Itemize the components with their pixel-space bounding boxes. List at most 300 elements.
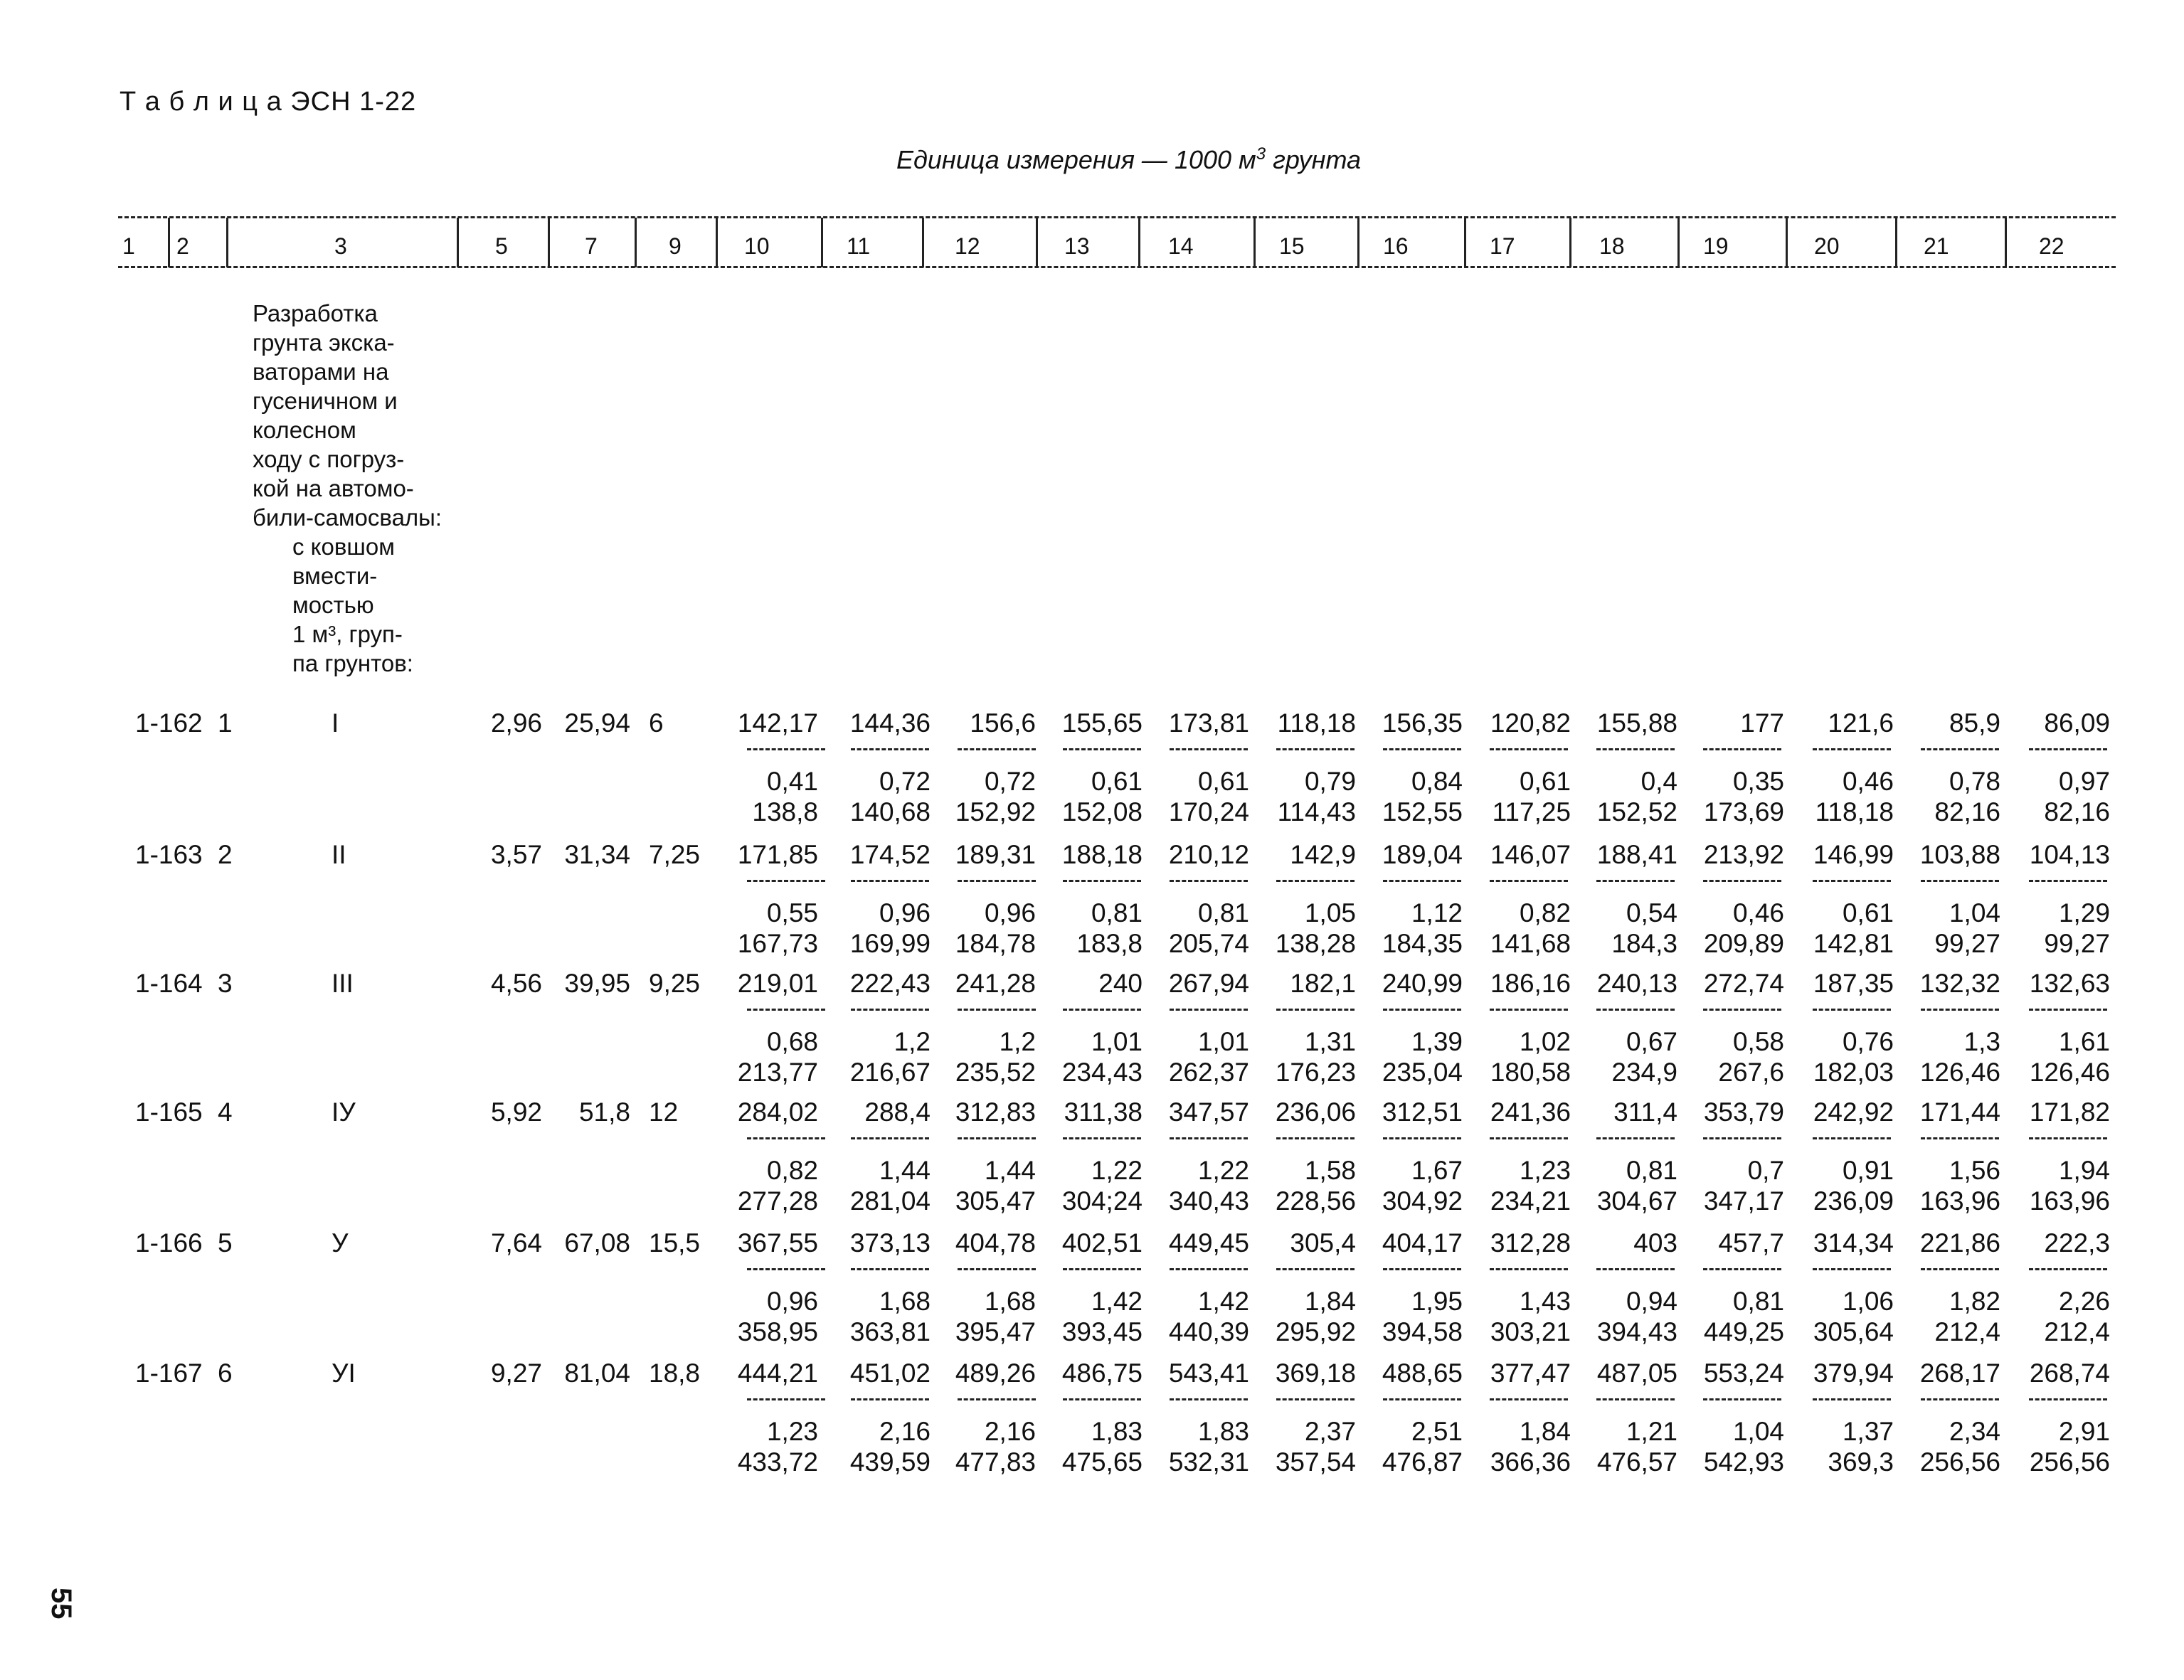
value-middle: 0,78 <box>1949 767 2000 796</box>
unit-superscript: 3 <box>1256 144 1266 164</box>
value-middle: 1,37 <box>1842 1417 1894 1446</box>
fraction-line <box>1813 1268 1891 1270</box>
value-middle: 1,94 <box>2058 1156 2110 1185</box>
value-top: 553,24 <box>1703 1359 1784 1388</box>
value-bottom: 183,8 <box>1076 929 1143 958</box>
value-middle: 0,54 <box>1626 898 1677 927</box>
value-top: 120,82 <box>1490 708 1571 738</box>
fraction-line <box>1063 1268 1141 1270</box>
description-line: кой на автомо- <box>253 475 414 501</box>
value-bottom: 295,92 <box>1275 1317 1356 1346</box>
value-bottom: 304,92 <box>1382 1186 1463 1216</box>
value-middle: 1,01 <box>1091 1027 1143 1056</box>
value-top: 103,88 <box>1919 840 2000 869</box>
value-middle: 0,96 <box>984 898 1036 927</box>
fraction-line <box>1490 1268 1568 1270</box>
value-bottom: 395,47 <box>955 1317 1036 1346</box>
value-col-5: 4,56 <box>490 969 542 998</box>
fraction-line <box>2029 1398 2107 1400</box>
value-top: 155,65 <box>1061 708 1143 738</box>
value-middle: 2,51 <box>1411 1417 1463 1446</box>
fraction-line <box>958 748 1036 750</box>
value-middle: 0,61 <box>1842 898 1894 927</box>
value-middle: 0,91 <box>1842 1156 1894 1185</box>
value-middle: 1,2 <box>894 1027 931 1056</box>
value-top: 155,88 <box>1596 708 1677 738</box>
value-col-7: 31,34 <box>564 840 630 869</box>
header-col-5: 5 <box>495 233 508 259</box>
fraction-line <box>747 748 825 750</box>
value-top: 173,81 <box>1168 708 1249 738</box>
value-bottom: 262,37 <box>1168 1058 1249 1087</box>
value-middle: 1,67 <box>1411 1156 1463 1185</box>
fraction-line <box>1383 748 1461 750</box>
value-top: 488,65 <box>1382 1359 1463 1388</box>
value-bottom: 169,99 <box>849 929 931 958</box>
fraction-line <box>1596 1009 1675 1011</box>
value-top: 240,99 <box>1382 969 1463 998</box>
value-col-5: 7,64 <box>490 1228 542 1258</box>
header-col-11: 11 <box>847 233 871 259</box>
fraction-line <box>1596 1268 1675 1270</box>
value-col-9: 12 <box>649 1097 679 1127</box>
value-col-5: 9,27 <box>490 1359 542 1388</box>
value-middle: 1,68 <box>984 1287 1036 1316</box>
value-top: 142,17 <box>737 708 818 738</box>
header-separator <box>1569 218 1571 267</box>
fraction-line <box>747 1009 825 1011</box>
header-col-7: 7 <box>585 233 598 259</box>
fraction-line <box>1490 1137 1568 1139</box>
fraction-line <box>2029 1268 2107 1270</box>
value-top: 171,82 <box>2029 1097 2110 1127</box>
value-top: 146,99 <box>1813 840 1894 869</box>
row-code: 1-163 <box>135 840 203 869</box>
description-line: ваторами на <box>253 358 389 385</box>
value-middle: 0,94 <box>1626 1287 1677 1316</box>
value-top: 174,52 <box>849 840 931 869</box>
header-separator <box>1895 218 1897 267</box>
value-bottom: 256,56 <box>1919 1447 2000 1477</box>
value-bottom: 82,16 <box>1934 797 2000 826</box>
fraction-line <box>1063 1137 1141 1139</box>
description-line: па грунтов: <box>292 650 413 676</box>
value-top: 457,7 <box>1718 1228 1784 1258</box>
fraction-line <box>1813 880 1891 882</box>
value-top: 177 <box>1740 708 1784 738</box>
value-top: 241,36 <box>1490 1097 1571 1127</box>
soil-group: УI <box>332 1359 356 1388</box>
value-col-7: 51,8 <box>578 1097 630 1127</box>
value-middle: 0,61 <box>1519 767 1571 796</box>
value-middle: 0,68 <box>766 1027 818 1056</box>
value-middle: 1,58 <box>1304 1156 1356 1185</box>
fraction-line <box>1703 880 1781 882</box>
header-separator <box>548 218 550 267</box>
value-middle: 0,55 <box>766 898 818 927</box>
value-bottom: 99,27 <box>1934 929 2000 958</box>
fraction-line <box>2029 1009 2107 1011</box>
value-bottom: 205,74 <box>1168 929 1249 958</box>
value-col-9: 18,8 <box>649 1359 701 1388</box>
value-bottom: 138,8 <box>752 797 818 826</box>
value-top: 314,34 <box>1813 1228 1894 1258</box>
fraction-line <box>958 1398 1036 1400</box>
value-middle: 1,29 <box>2058 898 2110 927</box>
value-bottom: 82,16 <box>2044 797 2110 826</box>
value-bottom: 138,28 <box>1275 929 1356 958</box>
fraction-line <box>1063 1009 1141 1011</box>
value-middle: 2,16 <box>984 1417 1036 1446</box>
value-top: 240 <box>1098 969 1143 998</box>
value-bottom: 176,23 <box>1275 1058 1356 1087</box>
row-code: 1-164 <box>135 969 203 998</box>
header-separator <box>716 218 718 267</box>
value-top: 404,78 <box>955 1228 1036 1258</box>
value-top: 373,13 <box>849 1228 931 1258</box>
value-top: 188,41 <box>1596 840 1677 869</box>
value-middle: 1,68 <box>879 1287 931 1316</box>
header-separator <box>1036 218 1038 267</box>
value-middle: 0,79 <box>1304 767 1356 796</box>
header-separator <box>1357 218 1359 267</box>
fraction-line <box>1703 1398 1781 1400</box>
value-middle: 1,06 <box>1842 1287 1894 1316</box>
value-middle: 1,04 <box>1949 898 2000 927</box>
value-top: 305,4 <box>1290 1228 1356 1258</box>
unit-prefix: Единица измерения — 1000 м <box>896 145 1256 174</box>
fraction-line <box>1921 748 1999 750</box>
value-top: 222,43 <box>849 969 931 998</box>
fraction-line <box>1703 748 1781 750</box>
value-top: 171,44 <box>1919 1097 2000 1127</box>
fraction-line <box>747 1398 825 1400</box>
value-top: 213,92 <box>1703 840 1784 869</box>
value-col-9: 7,25 <box>649 840 701 869</box>
header-separator <box>635 218 637 267</box>
header-col-12: 12 <box>955 233 980 259</box>
fraction-line <box>1921 1398 1999 1400</box>
row-number: 6 <box>218 1359 233 1388</box>
value-bottom: 99,27 <box>2044 929 2110 958</box>
value-middle: 1,05 <box>1304 898 1356 927</box>
value-top: 487,05 <box>1596 1359 1677 1388</box>
value-middle: 0,81 <box>1091 898 1143 927</box>
description-line: вмести- <box>292 563 378 589</box>
description-line: 1 м³, груп- <box>292 621 403 647</box>
value-middle: 1,12 <box>1411 898 1463 927</box>
value-bottom: 235,04 <box>1382 1058 1463 1087</box>
value-top: 311,38 <box>1064 1097 1143 1127</box>
value-bottom: 357,54 <box>1275 1447 1356 1477</box>
row-code: 1-162 <box>135 708 203 738</box>
fraction-line <box>1276 1398 1355 1400</box>
value-top: 144,36 <box>849 708 931 738</box>
value-top: 272,74 <box>1703 969 1784 998</box>
value-bottom: 433,72 <box>737 1447 818 1477</box>
fraction-line <box>2029 1137 2107 1139</box>
value-middle: 2,34 <box>1949 1417 2000 1446</box>
value-bottom: 532,31 <box>1168 1447 1249 1477</box>
value-top: 451,02 <box>849 1359 931 1388</box>
value-middle: 0,97 <box>2058 767 2110 796</box>
value-middle: 0,61 <box>1197 767 1249 796</box>
value-bottom: 393,45 <box>1061 1317 1143 1346</box>
description-line: гусеничном и <box>253 388 398 414</box>
fraction-line <box>1596 748 1675 750</box>
header-col-10: 10 <box>744 233 770 259</box>
value-top: 402,51 <box>1061 1228 1143 1258</box>
value-top: 369,18 <box>1275 1359 1356 1388</box>
value-top: 312,51 <box>1382 1097 1463 1127</box>
header-separator <box>1464 218 1466 267</box>
row-description <box>253 299 442 678</box>
value-top: 284,02 <box>737 1097 818 1127</box>
value-top: 268,74 <box>2029 1359 2110 1388</box>
value-bottom: 184,78 <box>955 929 1036 958</box>
value-middle: 1,42 <box>1197 1287 1249 1316</box>
fraction-line <box>1490 1398 1568 1400</box>
value-bottom: 167,73 <box>737 929 818 958</box>
fraction-line <box>1703 1268 1781 1270</box>
value-col-9: 9,25 <box>649 969 701 998</box>
value-middle: 1,22 <box>1091 1156 1143 1185</box>
description-line: с ковшом <box>292 533 395 560</box>
fraction-line <box>958 1137 1036 1139</box>
soil-group: III <box>332 969 354 998</box>
value-middle: 1,42 <box>1091 1287 1143 1316</box>
header-separator <box>922 218 924 267</box>
fraction-line <box>1063 880 1141 882</box>
value-bottom: 182,03 <box>1813 1058 1894 1087</box>
fraction-line <box>1383 1268 1461 1270</box>
fraction-line <box>1170 1268 1248 1270</box>
fraction-line <box>958 1268 1036 1270</box>
value-top: 189,31 <box>955 840 1036 869</box>
value-bottom: 476,57 <box>1596 1447 1677 1477</box>
value-col-9: 6 <box>649 708 664 738</box>
value-middle: 1,61 <box>2058 1027 2110 1056</box>
value-top: 86,09 <box>2044 708 2110 738</box>
row-number: 4 <box>218 1097 233 1127</box>
value-bottom: 281,04 <box>849 1186 931 1216</box>
fraction-line <box>1813 748 1891 750</box>
value-top: 121,6 <box>1828 708 1894 738</box>
row-code: 1-166 <box>135 1228 203 1258</box>
unit-suffix: грунта <box>1266 145 1362 174</box>
header-col-2: 2 <box>176 233 189 259</box>
value-col-7: 67,08 <box>564 1228 630 1258</box>
value-top: 367,55 <box>737 1228 818 1258</box>
fraction-line <box>1596 880 1675 882</box>
header-separator <box>1786 218 1788 267</box>
value-top: 132,32 <box>1919 969 2000 998</box>
value-col-5: 5,92 <box>490 1097 542 1127</box>
value-bottom: 303,21 <box>1490 1317 1571 1346</box>
value-middle: 0,76 <box>1842 1027 1894 1056</box>
value-bottom: 118,18 <box>1815 797 1894 826</box>
value-middle: 1,23 <box>766 1417 818 1446</box>
fraction-line <box>1703 1009 1781 1011</box>
value-middle: 2,91 <box>2058 1417 2110 1446</box>
fraction-line <box>1170 1137 1248 1139</box>
header-col-17: 17 <box>1490 233 1515 259</box>
value-middle: 0,96 <box>879 898 931 927</box>
value-top: 186,16 <box>1490 969 1571 998</box>
header-col-22: 22 <box>2039 233 2064 259</box>
value-bottom: 394,43 <box>1596 1317 1677 1346</box>
value-top: 312,83 <box>955 1097 1036 1127</box>
value-bottom: 369,3 <box>1828 1447 1894 1477</box>
value-top: 444,21 <box>737 1359 818 1388</box>
value-bottom: 152,92 <box>955 797 1036 826</box>
value-top: 104,13 <box>2029 840 2110 869</box>
fraction-line <box>1063 1398 1141 1400</box>
value-bottom: 477,83 <box>955 1447 1036 1477</box>
value-middle: 1,56 <box>1949 1156 2000 1185</box>
header-col-19: 19 <box>1703 233 1729 259</box>
value-bottom: 216,67 <box>849 1058 931 1087</box>
row-code: 1-165 <box>135 1097 203 1127</box>
value-middle: 2,16 <box>879 1417 931 1446</box>
value-bottom: 184,3 <box>1611 929 1677 958</box>
value-top: 142,9 <box>1290 840 1356 869</box>
value-bottom: 152,08 <box>1061 797 1143 826</box>
value-top: 240,13 <box>1596 969 1677 998</box>
fraction-line <box>1921 1137 1999 1139</box>
value-bottom: 340,43 <box>1168 1186 1249 1216</box>
row-code: 1-167 <box>135 1359 203 1388</box>
value-col-5: 2,96 <box>490 708 542 738</box>
header-col-9: 9 <box>669 233 682 259</box>
fraction-line <box>1490 748 1568 750</box>
value-col-9: 15,5 <box>649 1228 701 1258</box>
page-number: 55 <box>46 1588 77 1620</box>
description-line: Разработка <box>253 300 378 326</box>
value-middle: 0,96 <box>766 1287 818 1316</box>
fraction-line <box>1170 1009 1248 1011</box>
description-line: колесном <box>253 417 356 443</box>
value-bottom: 180,58 <box>1490 1058 1571 1087</box>
value-bottom: 228,56 <box>1275 1186 1356 1216</box>
value-middle: 0,46 <box>1842 767 1894 796</box>
value-middle: 1,84 <box>1304 1287 1356 1316</box>
header-separator <box>1677 218 1680 267</box>
value-top: 187,35 <box>1813 969 1894 998</box>
value-top: 242,92 <box>1813 1097 1894 1127</box>
value-top: 489,26 <box>955 1359 1036 1388</box>
value-middle: 1,83 <box>1091 1417 1143 1446</box>
value-bottom: 234,21 <box>1490 1186 1571 1216</box>
value-top: 347,57 <box>1168 1097 1249 1127</box>
value-top: 210,12 <box>1168 840 1249 869</box>
header-col-13: 13 <box>1064 233 1090 259</box>
fraction-line <box>747 1268 825 1270</box>
header-col-21: 21 <box>1924 233 1949 259</box>
value-top: 311,4 <box>1613 1097 1677 1127</box>
soil-group: У <box>332 1228 349 1258</box>
value-bottom: 366,36 <box>1490 1447 1571 1477</box>
value-middle: 1,22 <box>1197 1156 1249 1185</box>
description-line: ходу с погруз- <box>253 446 405 472</box>
value-middle: 1,44 <box>879 1156 931 1185</box>
row-number: 5 <box>218 1228 233 1258</box>
header-col-20: 20 <box>1814 233 1840 259</box>
value-middle: 1,21 <box>1626 1417 1677 1446</box>
value-bottom: 213,77 <box>737 1058 818 1087</box>
value-top: 182,1 <box>1290 969 1356 998</box>
value-bottom: 305,47 <box>955 1186 1036 1216</box>
value-col-7: 81,04 <box>564 1359 630 1388</box>
value-middle: 0,67 <box>1626 1027 1677 1056</box>
fraction-line <box>1921 1268 1999 1270</box>
value-col-7: 25,94 <box>564 708 630 738</box>
value-top: 146,07 <box>1490 840 1571 869</box>
value-bottom: 234,9 <box>1611 1058 1677 1087</box>
header-col-18: 18 <box>1599 233 1625 259</box>
value-bottom: 347,17 <box>1703 1186 1784 1216</box>
value-middle: 1,82 <box>1949 1287 2000 1316</box>
value-top: 219,01 <box>737 969 818 998</box>
value-middle: 0,41 <box>766 767 818 796</box>
value-middle: 0,82 <box>1519 898 1571 927</box>
header-top-rule <box>118 216 2116 218</box>
value-bottom: 163,96 <box>1919 1186 2000 1216</box>
value-col-7: 39,95 <box>564 969 630 998</box>
value-middle: 1,83 <box>1197 1417 1249 1446</box>
value-middle: 1,84 <box>1519 1417 1571 1446</box>
value-bottom: 476,87 <box>1382 1447 1463 1477</box>
value-middle: 0,81 <box>1197 898 1249 927</box>
value-middle: 1,23 <box>1519 1156 1571 1185</box>
value-middle: 0,81 <box>1626 1156 1677 1185</box>
fraction-line <box>851 748 929 750</box>
fraction-line <box>851 1137 929 1139</box>
value-top: 236,06 <box>1275 1097 1356 1127</box>
header-col-15: 15 <box>1279 233 1305 259</box>
value-col-5: 3,57 <box>490 840 542 869</box>
value-top: 267,94 <box>1168 969 1249 998</box>
value-top: 171,85 <box>737 840 818 869</box>
header-separator <box>2005 218 2007 267</box>
value-middle: 0,84 <box>1411 767 1463 796</box>
value-middle: 0,61 <box>1091 767 1143 796</box>
value-top: 379,94 <box>1813 1359 1894 1388</box>
description-line: били-самосвалы: <box>253 504 442 531</box>
fraction-line <box>1383 1009 1461 1011</box>
value-top: 188,18 <box>1061 840 1143 869</box>
value-top: 189,04 <box>1382 840 1463 869</box>
value-bottom: 126,46 <box>2029 1058 2110 1087</box>
fraction-line <box>1276 748 1355 750</box>
fraction-line <box>958 1009 1036 1011</box>
value-bottom: 170,24 <box>1168 797 1249 826</box>
value-middle: 1,2 <box>999 1027 1036 1056</box>
value-bottom: 126,46 <box>1919 1058 2000 1087</box>
value-top: 118,18 <box>1277 708 1356 738</box>
unit-caption <box>896 144 1361 175</box>
value-bottom: 394,58 <box>1382 1317 1463 1346</box>
fraction-line <box>851 1398 929 1400</box>
fraction-line <box>958 880 1036 882</box>
value-bottom: 305,64 <box>1813 1317 1894 1346</box>
value-bottom: 358,95 <box>737 1317 818 1346</box>
value-top: 241,28 <box>955 969 1036 998</box>
value-middle: 1,43 <box>1519 1287 1571 1316</box>
value-top: 543,41 <box>1168 1359 1249 1388</box>
value-middle: 0,4 <box>1640 767 1677 796</box>
header-col-1: 1 <box>122 233 135 259</box>
